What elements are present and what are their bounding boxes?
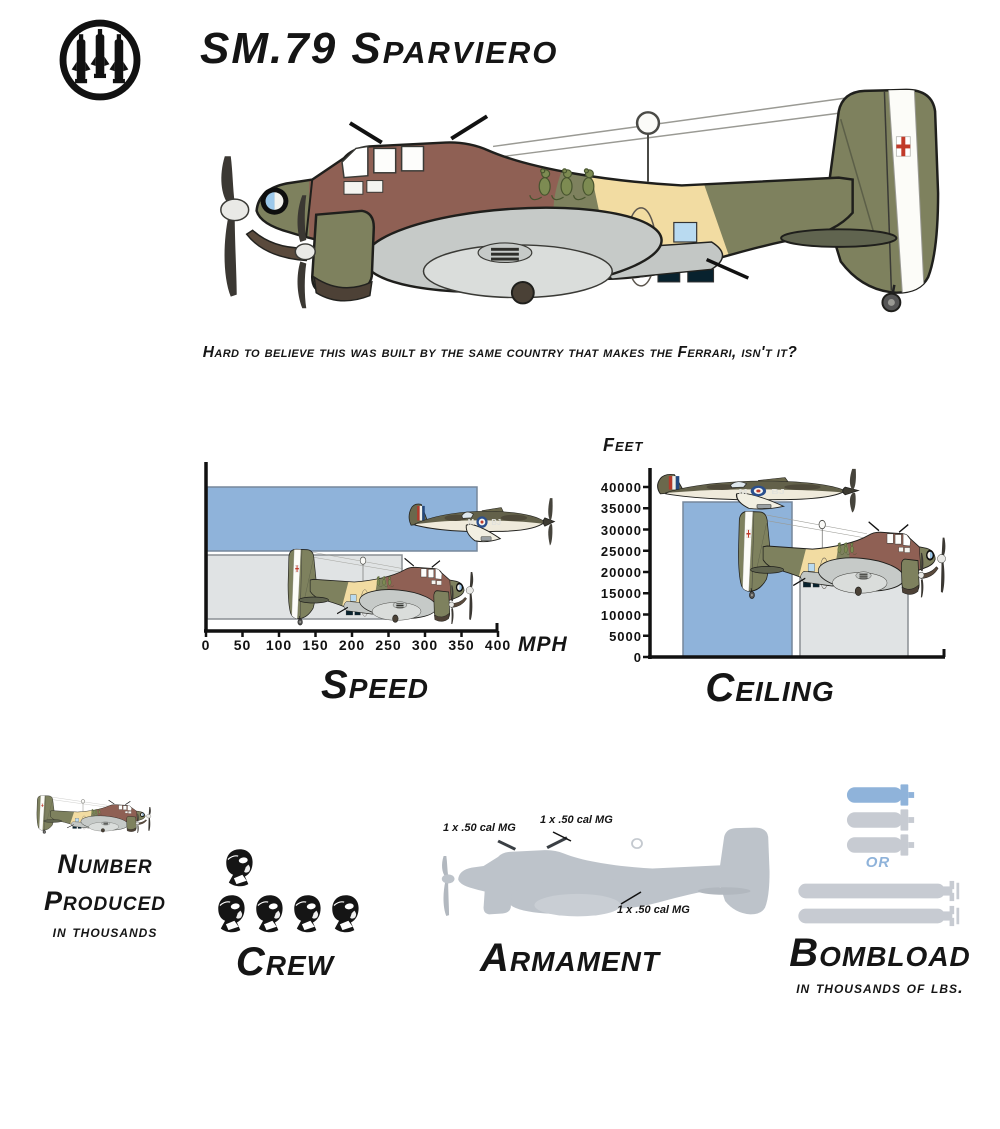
ceiling-chart-plot xyxy=(600,430,970,670)
mg-label-2: 1 x .50 cal MG xyxy=(540,814,613,826)
three-bombers-roundel-icon xyxy=(57,17,143,103)
torpedo-icon xyxy=(793,905,965,927)
caption: Hard to believe this was built by the same country that makes the Ferrari, isn't it? xyxy=(202,344,798,361)
pilot-icon xyxy=(328,894,362,934)
mg-label-3: 1 x .50 cal MG xyxy=(617,904,690,916)
or-label: OR xyxy=(865,854,891,871)
sm79-silhouette-icon xyxy=(442,828,770,918)
mg-label-1: 1 x .50 cal MG xyxy=(443,822,516,834)
torpedo-icon xyxy=(793,880,965,902)
speed-axis-tick-label: 250 xyxy=(375,637,402,653)
sm79-main-illustration xyxy=(195,86,950,320)
speed-axis-tick-label: 350 xyxy=(448,637,475,653)
speed-axis-tick-label: 200 xyxy=(338,637,366,653)
bomb-icon xyxy=(845,809,919,831)
ceiling-axis-tick-label: 35000 xyxy=(600,501,642,517)
bombload-heading: Bombload xyxy=(789,931,971,975)
bombload-subheading: in thousands of lbs. xyxy=(796,978,964,997)
number-produced-heading-line2: Produced xyxy=(43,886,167,916)
sm79-plane-icon xyxy=(35,795,155,835)
sm79-plane-icon xyxy=(195,86,950,320)
bombload-section xyxy=(780,780,980,1020)
speed-axis-tick-label: 50 xyxy=(233,637,252,653)
ceiling-axis-tick-label: 40000 xyxy=(600,480,642,495)
speed-heading: Speed xyxy=(321,663,429,707)
bomb-icon xyxy=(845,834,919,856)
crew-icon-row-1 xyxy=(190,848,390,890)
armament-heading: Armament xyxy=(480,936,660,980)
ceiling-y-axis-label: Feet xyxy=(603,435,644,455)
ceiling-axis-tick-label: 5000 xyxy=(609,628,642,644)
speed-axis-tick-label: 150 xyxy=(302,637,329,653)
pilot-icon xyxy=(252,894,286,934)
page-title: SM.79 Sparviero xyxy=(200,24,559,73)
speed-x-axis-label: MPH xyxy=(518,633,568,656)
pilot-icon xyxy=(290,894,324,934)
pilot-icon xyxy=(222,848,256,888)
ceiling-bar-spitfire xyxy=(683,502,792,657)
ceiling-axis-tick-label: 10000 xyxy=(600,607,642,623)
number-produced-subheading: in thousands xyxy=(52,922,158,941)
bomb-icon xyxy=(845,784,919,806)
bomb-stack xyxy=(845,784,919,859)
ceiling-axis-tick-label: 25000 xyxy=(600,543,642,559)
ceiling-axis-tick-label: 15000 xyxy=(600,586,642,602)
number-produced-heading-line1: Number xyxy=(57,849,153,879)
ceiling-heading: Ceiling xyxy=(705,666,835,710)
ceiling-axis-tick-label: 20000 xyxy=(600,565,642,580)
ceiling-axis-tick-label: 30000 xyxy=(600,522,642,538)
crew-icon-row-2 xyxy=(190,894,390,936)
crew-heading: Crew xyxy=(235,940,335,984)
torpedo-stack xyxy=(793,880,965,930)
pilot-icon xyxy=(214,894,248,934)
speed-axis-tick-label: 100 xyxy=(265,637,293,653)
armament-section xyxy=(425,812,785,992)
ceiling-chart xyxy=(600,430,970,710)
speed-axis-tick-label: 300 xyxy=(411,637,439,653)
ceiling-axis-tick-label: 0 xyxy=(633,650,642,665)
speed-axis-tick-label: 400 xyxy=(484,637,512,653)
speed-chart xyxy=(200,455,595,720)
crew-section xyxy=(190,848,390,982)
speed-axis-tick-label: 0 xyxy=(201,637,211,653)
number-produced-section xyxy=(20,795,190,942)
